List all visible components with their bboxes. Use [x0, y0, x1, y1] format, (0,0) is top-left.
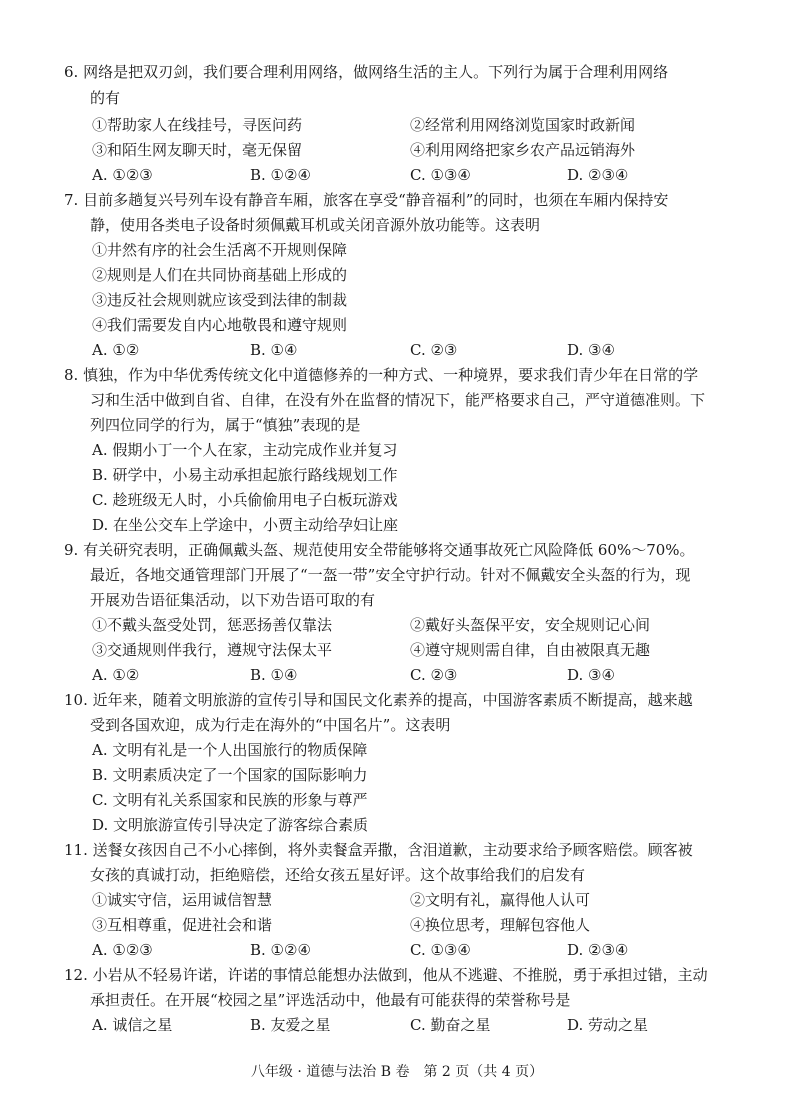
statement: ①不戴头盔受处罚，惩恶扬善仅靠法 [92, 616, 333, 634]
statement: ②经常利用网络浏览国家时政新闻 [410, 116, 636, 134]
option-c: C. 勤奋之星 [410, 1016, 491, 1034]
statement: ②戴好头盔保平安，安全规则记心间 [410, 616, 651, 634]
option-d: D. 文明旅游宣传引导决定了游客综合素质 [92, 816, 369, 834]
option-c: C. ②③ [410, 341, 458, 359]
option-a: A. ①② [92, 666, 140, 684]
question-9-stem-cont: 开展劝告语征集活动，以下劝告语可取的有 [90, 591, 376, 609]
question-7-stem-cont: 静，使用各类电子设备时须佩戴耳机或关闭音源外放功能等。这表明 [90, 216, 541, 234]
option-a: A. ①②③ [92, 166, 153, 184]
statement: ①井然有序的社会生活离不开规则保障 [92, 241, 348, 259]
option-b: B. 友爱之星 [250, 1016, 331, 1034]
option-d: D. 在坐公交车上学途中，小贾主动给孕妇让座 [92, 516, 399, 534]
statement: ③互相尊重，促进社会和谐 [92, 916, 273, 934]
statement: ①帮助家人在线挂号，寻医问药 [92, 116, 303, 134]
page-footer: 八年级 · 道德与法治 B 卷 第 2 页（共 4 页） [250, 1064, 544, 1080]
option-d: D. ②③④ [567, 166, 629, 184]
option-a: A. ①②③ [92, 941, 153, 959]
question-8-stem-cont: 列四位同学的行为，属于“慎独”表现的是 [90, 416, 361, 434]
option-c: C. 趁班级无人时，小兵偷偷用电子白板玩游戏 [92, 491, 398, 509]
option-a: A. ①② [92, 341, 140, 359]
question-11-stem-cont: 女孩的真诚打动，拒绝赔偿，还给女孩五星好评。这个故事给我们的启发有 [90, 866, 586, 884]
option-d: D. ③④ [567, 341, 615, 359]
question-10-stem: 10. 近年来，随着文明旅游的宣传引导和国民文化素养的提高，中国游客素质不断提高，越来越 [64, 691, 693, 709]
question-6-stem: 6. 网络是把双刃剑，我们要合理利用网络，做网络生活的主人。下列行为属于合理利用网络 [64, 63, 669, 81]
question-9-stem: 9. 有关研究表明，正确佩戴头盔、规范使用安全带能够将交通事故死亡风险降低 60%～70%。 [64, 541, 695, 559]
question-8-stem-cont: 习和生活中做到自省、自律，在没有外在监督的情况下，能严格要求自己，严守道德准则。下 [90, 391, 706, 409]
option-b: B. 研学中，小易主动承担起旅行路线规划工作 [92, 466, 398, 484]
option-b: B. ①②④ [250, 941, 311, 959]
option-b: B. ①②④ [250, 166, 311, 184]
statement: ②规则是人们在共同协商基础上形成的 [92, 266, 348, 284]
statement: ③交通规则伴我行，遵规守法保太平 [92, 641, 333, 659]
statement: ④换位思考，理解包容他人 [410, 916, 591, 934]
option-b: B. ①④ [250, 666, 298, 684]
option-a: A. 文明有礼是一个人出国旅行的物质保障 [92, 741, 368, 759]
question-6-stem-cont: 的有 [90, 89, 121, 107]
option-a: A. 假期小丁一个人在家，主动完成作业并复习 [92, 441, 398, 459]
statement: ①诚实守信，运用诚信智慧 [92, 891, 273, 909]
option-c: C. ①③④ [410, 941, 471, 959]
statement: ②文明有礼，赢得他人认可 [410, 891, 591, 909]
option-c: C. 文明有礼关系国家和民族的形象与尊严 [92, 791, 368, 809]
question-8-stem: 8. 慎独，作为中华优秀传统文化中道德修养的一种方式、一种境界，要求我们青少年在日常的学 [64, 366, 699, 384]
option-c: C. ①③④ [410, 166, 471, 184]
option-d: D. ②③④ [567, 941, 629, 959]
question-7-stem: 7. 目前多趟复兴号列车设有静音车厢，旅客在享受“静音福利”的同时，也须在车厢内保持安 [64, 191, 669, 209]
question-10-stem-cont: 受到各国欢迎，成为行走在海外的“中国名片”。这表明 [90, 716, 451, 734]
statement: ③违反社会规则就应该受到法律的制裁 [92, 291, 348, 309]
option-a: A. 诚信之星 [92, 1016, 173, 1034]
statement: ④利用网络把家乡农产品远销海外 [410, 141, 636, 159]
option-c: C. ②③ [410, 666, 458, 684]
statement: ④我们需要发自内心地敬畏和遵守规则 [92, 316, 348, 334]
option-d: D. ③④ [567, 666, 615, 684]
question-12-stem-cont: 承担责任。在开展“校园之星”评选活动中，他最有可能获得的荣誉称号是 [90, 991, 571, 1009]
question-9-stem-cont: 最近，各地交通管理部门开展了“一盔一带”安全守护行动。针对不佩戴安全头盔的行为，现 [90, 566, 691, 584]
option-b: B. ①④ [250, 341, 298, 359]
statement: ④遵守规则需自律，自由被限真无趣 [410, 641, 651, 659]
question-11-stem: 11. 送餐女孩因自己不小心摔倒，将外卖餐盒弄撒，含泪道歉，主动要求给予顾客赔偿。顾客被 [64, 841, 693, 859]
option-d: D. 劳动之星 [567, 1016, 649, 1034]
option-b: B. 文明素质决定了一个国家的国际影响力 [92, 766, 368, 784]
statement: ③和陌生网友聊天时，毫无保留 [92, 141, 303, 159]
question-12-stem: 12. 小岩从不轻易许诺，许诺的事情总能想办法做到，他从不逃避、不推脱，勇于承担过错，主动 [64, 966, 708, 984]
